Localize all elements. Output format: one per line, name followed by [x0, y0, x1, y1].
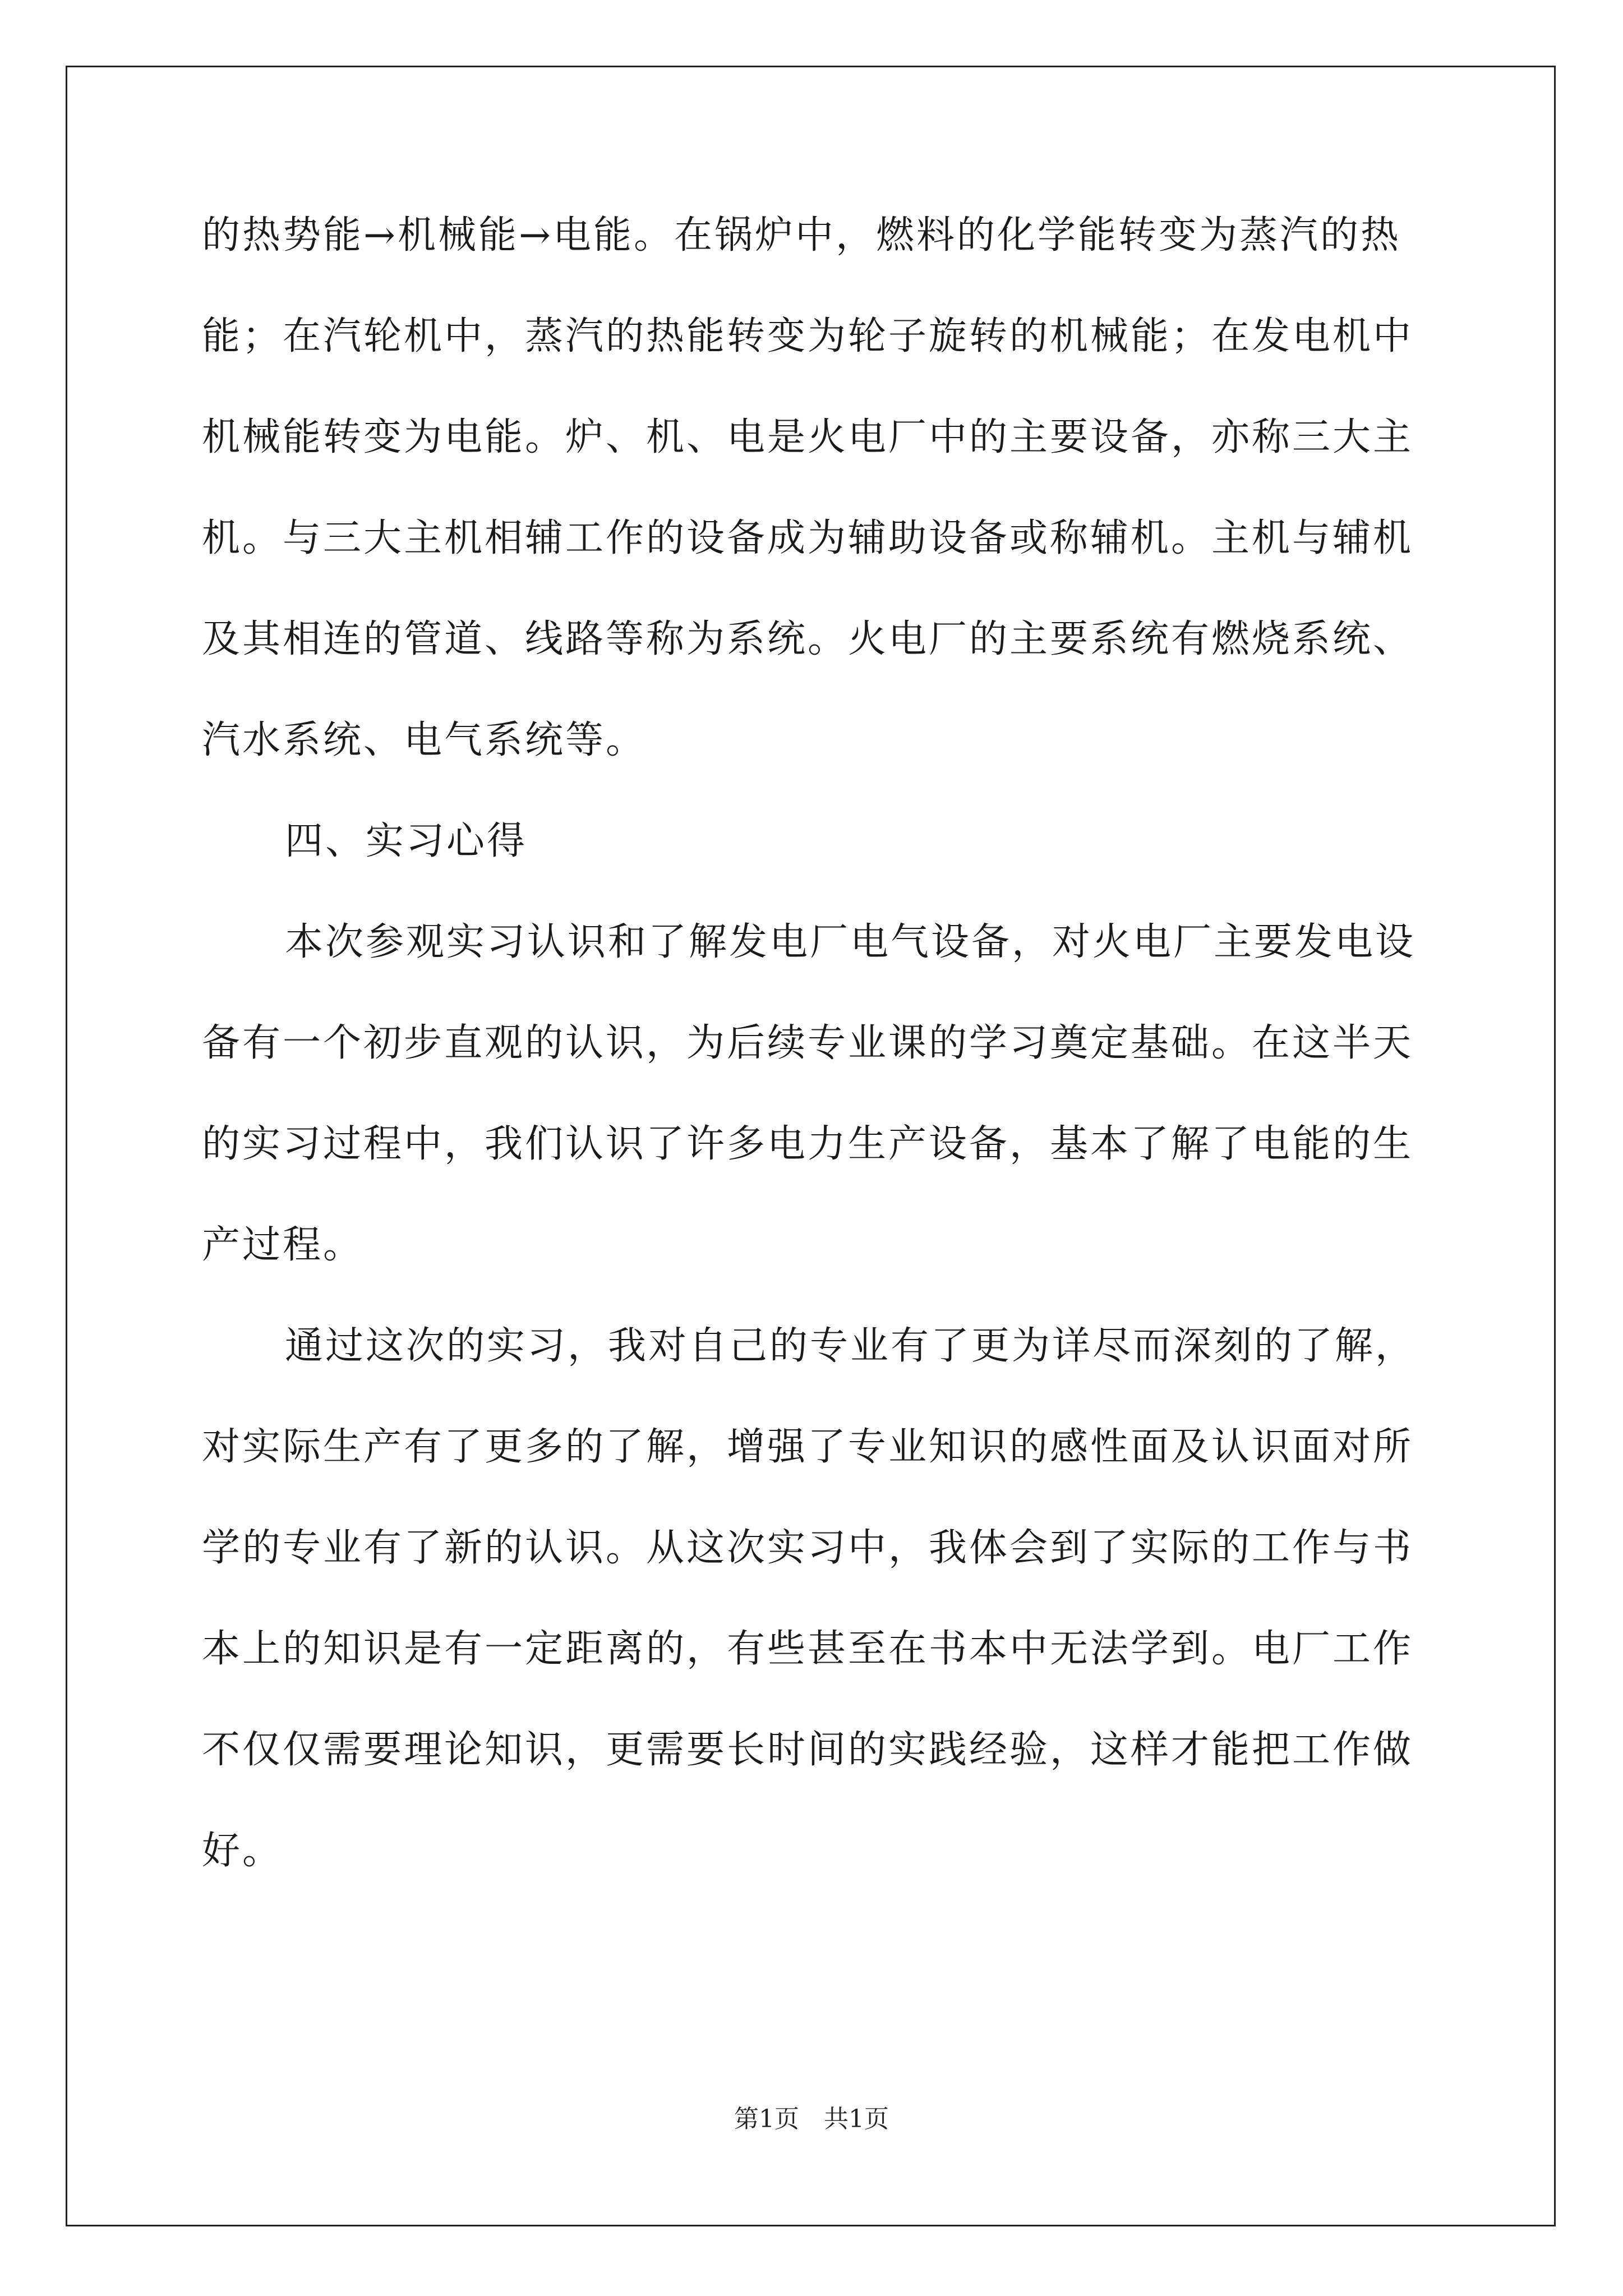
paragraph-line: 机。与三大主机相辅工作的设备成为辅助设备或称辅机。主机与辅机	[202, 516, 1414, 560]
paragraph-line: 及其相连的管道、线路等称为系统。火电厂的主要系统有燃烧系统、	[202, 617, 1414, 661]
page-total: 共1页	[824, 2105, 889, 2133]
paragraph-line: 能；在汽轮机中，蒸汽的热能转变为轮子旋转的机械能；在发电机中	[202, 314, 1414, 358]
paragraph-line: 好。	[202, 1829, 283, 1873]
paragraph-line: 的热势能→机械能→电能。在锅炉中，燃料的化学能转变为蒸汽的热	[202, 213, 1401, 257]
section-heading: 四、实习心得	[285, 819, 528, 863]
paragraph-line: 机械能转变为电能。炉、机、电是火电厂中的主要设备，亦称三大主	[202, 415, 1414, 459]
paragraph-line: 本次参观实习认识和了解发电厂电气设备，对火电厂主要发电设	[285, 920, 1416, 964]
paragraph-line: 本上的知识是有一定距离的，有些甚至在书本中无法学到。电厂工作	[202, 1627, 1414, 1671]
paragraph-line: 产过程。	[202, 1223, 364, 1267]
paragraph-line: 不仅仅需要理论知识，更需要长时间的实践经验，这样才能把工作做	[202, 1728, 1414, 1772]
paragraph-line: 通过这次的实习，我对自己的专业有了更为详尽而深刻的了解，	[285, 1324, 1416, 1368]
paragraph-line: 备有一个初步直观的认识，为后续专业课的学习奠定基础。在这半天	[202, 1021, 1414, 1065]
paragraph-line: 对实际生产有了更多的了解，增强了专业知识的感性面及认识面对所	[202, 1425, 1414, 1469]
paragraph-line: 汽水系统、电气系统等。	[202, 718, 647, 762]
paragraph-line: 的实习过程中，我们认识了许多电力生产设备，基本了解了电能的生	[202, 1122, 1414, 1166]
paragraph-line: 学的专业有了新的认识。从这次实习中，我体会到了实际的工作与书	[202, 1526, 1414, 1570]
page-number: 第1页	[734, 2105, 799, 2133]
page-footer	[0, 2102, 1623, 2136]
